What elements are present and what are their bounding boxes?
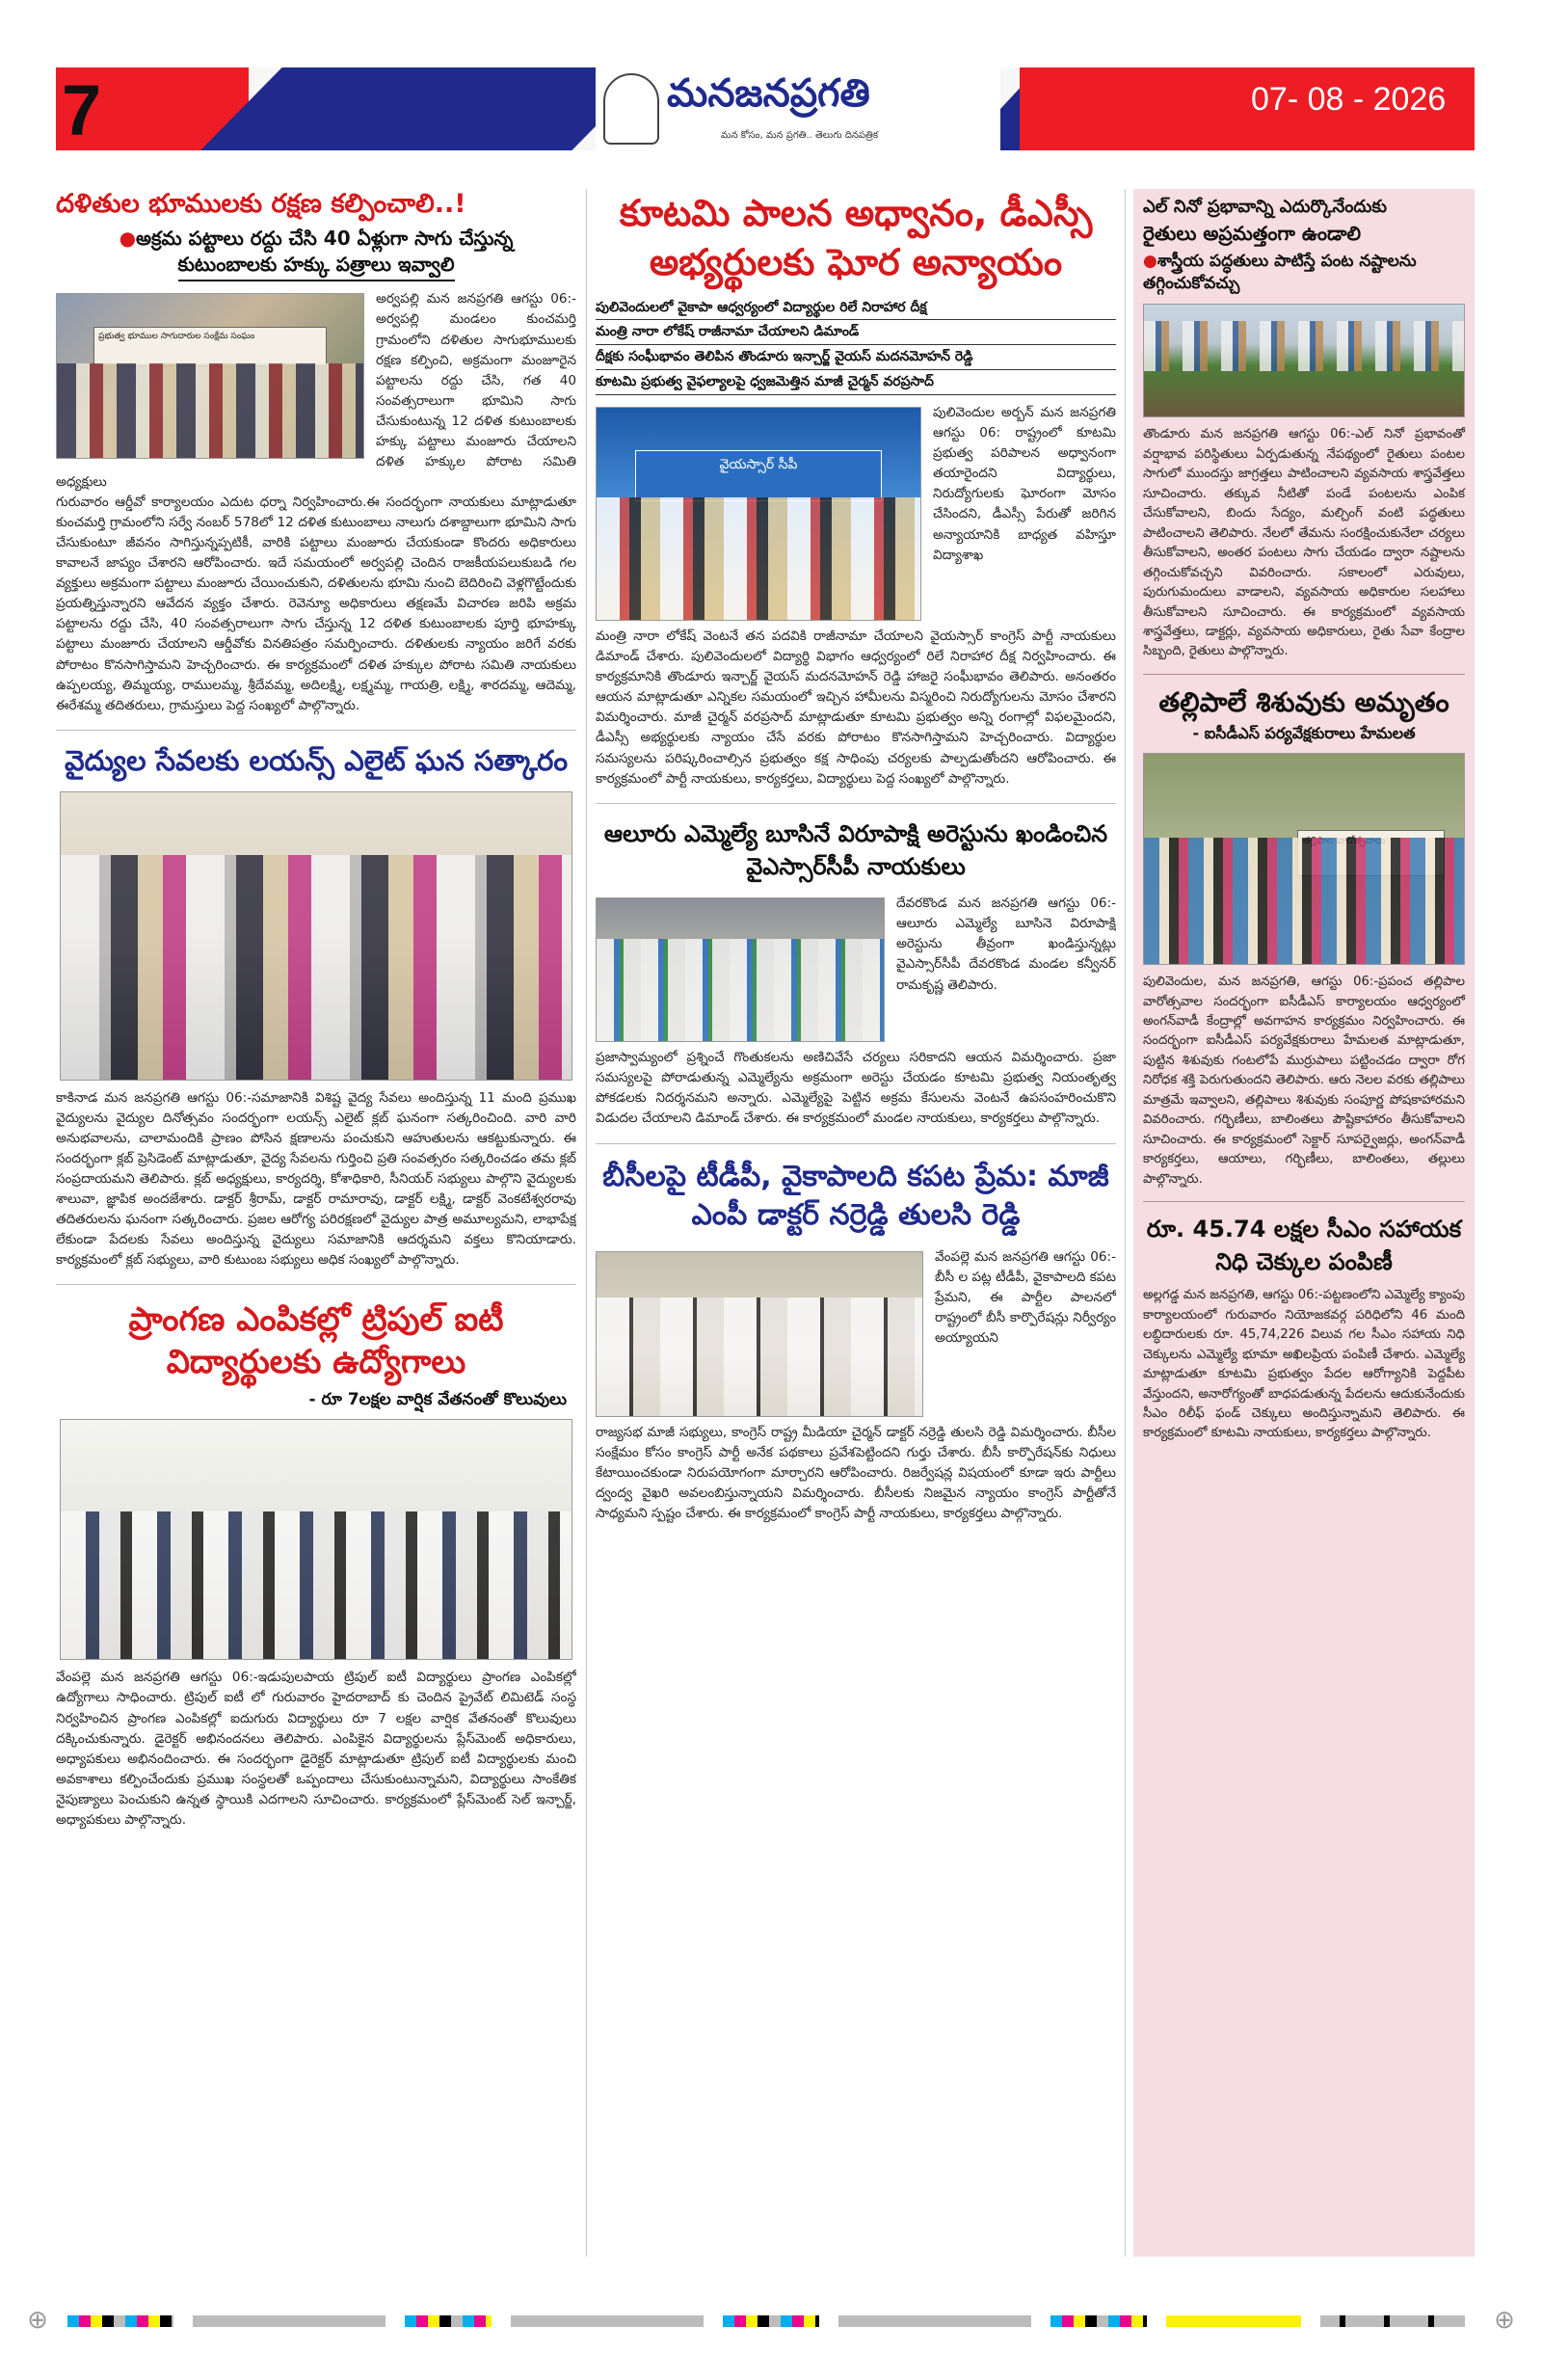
color-swatch-strip [723,2315,819,2327]
article-subheadline: - రూ 7లక్షల వార్షిక వేతనంతో కొలువులు [308,1390,567,1410]
subheadline-line: కుటుంబాలకు హక్కు పత్రాలు ఇవ్వాలి [178,252,455,281]
congress-leaders-photo [596,1251,923,1417]
article-subheadline [56,252,576,281]
subheadline-line: అక్రమ పట్టాలు రద్దు చేసి 40 ఏళ్లుగా సాగు చేస్తున్న [136,227,514,251]
article-headline: ఎల్ నినో ప్రభావాన్ని ఎదుర్కొనేందుకు [1143,197,1387,217]
students-photo [60,1419,572,1660]
subheadline-text: శాస్త్రీయ పద్ధతులు పాటిస్తే పంట నష్టాలను తగ్గించుకోవచ్చు [1143,251,1417,293]
article-cm-relief-fund [1143,1214,1465,1444]
color-swatch-strip [67,2315,173,2327]
left-column [56,189,576,2257]
article-headline: రైతులు అప్రమత్తంగా ఉండాలి [1143,221,1362,245]
article-body: వేంపల్లె మన జనప్రగతి ఆగస్టు 06:-బీసీ ల పట్ల టీడీపీ, వైకాపాలది కపట ప్రేమని, ఈ పార్టీల పాలనలో రాష్ట్రంలో బీసీ కార్పొరేషన్లు నిర్వీర్యం అయ్యాయని [935,1248,1116,1346]
bullet-line: మంత్రి నారా లోకేష్ రాజీనామా చేయాలని డిమాండ్ [596,320,1116,345]
column-divider [586,189,587,2257]
article-body: అర్వపల్లి మన జనప్రగతి ఆగస్టు 06:-అర్వపల్లి మండలం కుంచమర్తి గ్రామంలోని దళితుల సాగుభూములకు రక్షణ కల్పించి, అక్రమంగా మంజూరైన పట్టాలను రద్దు చేసి, గత 40 సంవత్సరాలుగా భూమిని సాగు చేసుకుంటున్న 12 దళిత కుటుంబాలకు హక్కు పట్టాలు మంజూరు చేయాలని దళిత హక్కుల పోరాట సమితి అధ్యక్షులు [56,291,576,490]
group-graphic [61,855,572,1079]
printer-color-bar [39,2312,1503,2331]
article-bullets [596,296,1116,396]
article-headline: ప్రాంగణ ఎంపికల్లో ట్రిపుల్ ఐటీ విద్యార్థులకు ఉద్యోగాలు [128,1300,504,1382]
article-headline: కూటమి పాలన అధ్వానం, డీఎస్సీ అభ్యర్థులకు ఘోర అన్యాయం [619,192,1093,284]
column-divider [1125,189,1126,2257]
article-iiit-placements [56,1298,576,1831]
bullet-icon: ● [1143,251,1157,271]
article-mla-arrest [596,817,1116,1130]
masthead-blue-band [200,67,653,150]
divider [596,1143,1116,1144]
bullet-line: కూటమి ప్రభుత్వ వైఫల్యాలపై ధ్వజమెత్తిన మాజీ చైర్మన్ వరప్రసాద్ [596,370,1116,395]
gray-strip [511,2315,704,2327]
group-graphic [597,1297,922,1415]
divider [56,730,576,731]
farmers-graphic [1144,321,1464,371]
registration-mark-icon: ⊕ [1494,2306,1515,2335]
newspaper-tagline: మన కోసం, మన ప్రగతి.. తెలుగు దినపత్రిక [721,130,879,141]
article-headline: తల్లిపాలే శిశువుకు అమృతం [1158,685,1449,718]
bullet-line: పులివెందులలో వైకాపా ఆధ్వర్యంలో విద్యార్థుల రిలే నిరాహార దీక్ష [596,296,1116,321]
article-subheadline [1143,251,1465,295]
issue-date: 07- 08 - 2026 [1251,81,1447,118]
crowd-graphic [57,363,363,459]
divider [596,803,1116,804]
article-body: వేంపల్లె మన జనప్రగతి ఆగస్టు 06:-ఇడుపులపాయ ట్రిపుల్ ఐటీ విద్యార్థులు ప్రాంగణ ఎంపికల్లో ఉద్యోగాలు సాధించారు. ట్రిపుల్ ఐటీ లో గురువారం హైదరాబాద్ కు చెందిన ప్రైవేట్ లిమిటెడ్ సంస్థ నిర్వహించిన ప్రాంగణ ఎంపికల్లో ఐదుగురు విద్యార్థులు రూ 7 లక్షల వార్షిక వేతనంతో కొలువులు దక్కించుకున్నారు. డైరెక్టర్ అభినందనలు తెలిపారు. ఎంపికైన విద్యార్థులను ప్లేస్‌మెంట్ అధికారులు, అధ్యాపకులు అభినందించారు. ఈ సందర్భంగా డైరెక్టర్ మాట్లాడుతూ ట్రిపుల్ ఐటీ విద్యార్థులకు మంచి అవకాశాలు కల్పించేందుకు ప్రముఖ సంస్థలతో ఒప్పందాలు చేసుకుంటున్నామని, విద్యార్థులు సాంకేతిక నైపుణ్యాలు పెంచుకుని ఉన్నత స్థాయికి ఎదగాలని సూచించారు. కార్యక్రమంలో ప్లేస్‌మెంట్ సెల్ ఇన్చార్జ్, అధ్యాపకులు పాల్గొన్నారు. [56,1670,576,1828]
article-breastfeeding [1143,686,1465,1190]
color-swatch-strip [1050,2315,1147,2327]
gray-strip [838,2315,1031,2327]
article-subheadline [56,226,576,252]
article-dsc-injustice [596,189,1116,789]
page-number: 7 [62,70,102,150]
article-subheadline: - ఐసీడీఎస్ పర్యవేక్షకురాలు హేమలత [1192,723,1416,742]
article-body: గురువారం ఆర్డీవో కార్యాలయం ఎదుట ధర్నా నిర్వహించారు.ఈ సందర్భంగా నాయకులు మాట్లాడుతూ కుంచమర్తి గ్రామంలోని సర్వే నంబర్ 578లో 12 దళిత కుటుంబాలు నాలుగు దశాబ్దాలుగా భూమిని సాగు చేసుకుంటూ జీవనం సాగిస్తున్నప్పటికీ, వారికి పట్టాలు మంజూరు చేయకుండా కొందరు అధికారులు కావాలనే జాప్యం చేశారని ఆరోపించారు. ఇదే సమయంలో అర్వపల్లి చెందిన రాజకీయపలుకుబడి గల వ్యక్తులు అక్రమంగా పట్టాలు మంజూరు చేయించుకుని, దళితులను భూమి నుంచి బెదిరించి వెళ్లగొట్టేందుకు ప్రయత్నిస్తున్నారని ఆవేదన వ్యక్తం చేశారు. రెవెన్యూ అధికారులు తక్షణమే విచారణ జరిపి అక్రమ పట్టాలను రద్దు చేసి, 40 సంవత్సరాలుగా సాగు చేస్తున్న 12 దళిత కుటుంబాలకు పూర్తి భూహక్కు పట్టాలు మంజూరు చేయాలని ఆర్డీవోకు వినతిపత్రం సమర్పించారు. దళితులకు న్యాయం జరిగే వరకు పోరాటం కొనసాగిస్తామని హెచ్చరించారు. ఈ కార్యక్రమంలో దళిత హక్కుల పోరాట సమితి నాయకులు ఉప్పలయ్య, తిమ్మయ్య, రాములమ్మ, శ్రీదేవమ్మ, అదిలక్ష్మి, లక్ష్మమ్మ, గాయత్రి, లక్ష్మి, శారదమ్మ, ఆదెమ్మ, ఈరేశమ్మ తదితరులు, గ్రామస్తులు పెద్ద సంఖ్యలో పాల్గొన్నారు. [56,495,576,713]
article-dalit-lands [56,189,576,716]
party-banner [635,450,881,501]
crowd-graphic [597,497,920,621]
article-body: అల్లగడ్డ మన జనప్రగతి, ఆగస్టు 06:-పట్టణంలోని ఎమ్మెల్యే క్యాంపు కార్యాలయంలో గురువారం నియోజకవర్గ పరిధిలోని 46 మంది లబ్ధిదారులకు రూ. 45,74,226 విలువ గల సీఎం సహాయ నిధి చెక్కులను ఎమ్మెల్యే భూమా అఖిలప్రియ పంపిణీ చేశారు. ఎమ్మెల్యే మాట్లాడుతూ కూటమి ప్రభుత్వం పేదల ఆరోగ్యానికి పెద్దపీట వేస్తుందని, అనారోగ్యంతో బాధపడుతున్న పేదలను ఆదుకునేందుకు సీఎం రిలీఫ్ ఫండ్ చెక్కులు అందిస్తున్నామని తెలిపారు. ఈ కార్యక్రమంలో కూటమి నాయకులు, కార్యకర్తలు పాల్గొన్నారు. [1143,1288,1465,1441]
article-body: కాకినాడ మన జనప్రగతి ఆగస్టు 06:-సమాజానికి విశిష్ట వైద్య సేవలు అందిస్తున్న 11 మంది ప్రముఖ వైద్యులను వైద్యుల దినోత్సవం సందర్భంగా లయన్స్ ఎలైట్ క్లబ్ ఘనంగా సత్కరించింది. వారి వారి అనుభవాలను, చాలామందికి ప్రాణం పోసిన క్షణాలను పంచుకుని ఆహుతులను ఆకట్టుకున్నారు. ఈ సందర్భంగా క్లబ్ ప్రెసిడెంట్ మాట్లాడుతూ, వైద్య సేవలను గుర్తించి ప్రతి సంవత్సరం సత్కరించడం తమ క్లబ్ సంప్రదాయమని తెలిపారు. క్లబ్ అధ్యక్షులు, కార్యదర్శి, కోశాధికారి, సీనియర్ సభ్యులు పాల్గొని వైద్యులకు శాలువా, జ్ఞాపిక అందజేశారు. డాక్టర్ శ్రీరామ్, డాక్టర్ రామారావు, డాక్టర్ లక్ష్మి, డాక్టర్ వెంకటేశ్వరరావు తదితరులను ఘనంగా సత్కరించారు. ప్రజల ఆరోగ్య పరిరక్షణలో వైద్యుల పాత్ర అమూల్యమని, లాభాపేక్ష లేకుండా పేదలకు సేవలు అందిస్తున్న వైద్యులు సమాజానికి ఆదర్శమని వక్తలు కొనియాడారు. కార్యక్రమంలో క్లబ్ సభ్యులు, వారి కుటుంబ సభ్యులు అధిక సంఖ్యలో పాల్గొన్నారు. [56,1089,576,1268]
article-body: పులివెందుల అర్బన్ మన జనప్రగతి ఆగస్టు 06: రాష్ట్రంలో కూటమి ప్రభుత్వ పరిపాలన అధ్వానంగా తయారైందని విద్యార్థులు, నిరుద్యోగులకు ఘోరంగా మోసం చేసిందని, డీఎస్సీ పేరుతో జరిగిన అన్యాయానికి బాధ్యత వహిస్తూ విద్యాశాఖ [933,405,1116,563]
article-body: మంత్రి నారా లోకేష్ వెంటనే తన పదవికి రాజీనామా చేయాలని వైయస్సార్ కాంగ్రెస్ పార్టీ నాయకులు డిమాండ్ చేశారు. పులివెందులలో విద్యార్థి విభాగం ఆధ్వర్యంలో రిలే నిరాహార దీక్ష నిర్వహించారు. ఈ కార్యక్రమానికి తొండూరు ఇన్చార్జ్ వైయస్ మదనమోహన్ రెడ్డి హాజరై సంఘీభావం తెలిపారు. అనంతరం ఆయన మాట్లాడుతూ ఎన్నికల సమయంలో ఇచ్చిన హామీలను విస్మరించి నిరుద్యోగులను మోసం చేశారని విమర్శించారు. మాజీ చైర్మన్ వరప్రసాద్ మాట్లాడుతూ కూటమి ప్రభుత్వం అన్ని రంగాల్లో విఫలమైందని, డీఎస్సీ అభ్యర్థులకు న్యాయం చేసే వరకు పోరాటం కొనసాగిస్తామని హెచ్చరించారు. విద్యార్థుల సమస్యలను పరిష్కరించాల్సిన ప్రభుత్వం కక్ష సాధింపు చర్యలకు పాల్పడుతోందని ఆరోపించారు. ఈ కార్యక్రమంలో పార్టీ నాయకులు, కార్యకర్తలు, విద్యార్థులు పెద్ద సంఖ్యలో పాల్గొన్నారు. [596,628,1116,787]
article-body: తొండూరు మన జనప్రగతి ఆగస్టు 06:-ఎల్ నినో ప్రభావంతో వర్షాభావ పరిస్థితులు ఏర్పడుతున్న నేపథ్యంలో రైతులు పంటల సాగులో ముందస్తు జాగ్రత్తలు పాటించాలని వ్యవసాయ శాస్త్రవేత్తలు సూచించారు. తక్కువ నీటితో పండే పంటలను ఎంపిక చేసుకోవాలని, బిందు సేద్యం, మల్చింగ్ వంటి పద్ధతులు పాటించాలని తెలిపారు. నేలలో తేమను సంరక్షించుకునేలా చర్యలు తీసుకోవాలని, అంతర పంటలు సాగు చేయడం ద్వారా నష్టాలను తగ్గించుకోవచ్చని వివరించారు. సకాలంలో ఎరువులు, పురుగుమందులు వాడాలని, వ్యవసాయ అధికారుల సలహాలు తీసుకోవాలని సూచించారు. ఈ కార్యక్రమంలో వ్యవసాయ శాస్త్రవేత్తలు, డాక్టర్లు, వ్యవసాయ అధికారులు, రైతు సేవా కేంద్రాల సిబ్బంది, రైతులు పాల్గొన్నారు. [1143,427,1465,659]
protest-banner [93,327,327,366]
crowd-graphic [597,939,884,1042]
middle-column [596,189,1116,2257]
party-leaders-photo [596,897,885,1042]
protest-photo [56,293,364,459]
bullet-icon: ● [119,227,137,251]
article-bc-congress [596,1158,1116,1524]
newspaper-logo [596,67,1000,150]
bullet-line: దీక్షకు సంఘీభావం తెలిపిన తొండూరు ఇన్చార్జ్ వైయస్ మదనమోహన్ రెడ్డి [596,345,1116,370]
divider [56,1284,576,1285]
article-headline: బీసీలపై టీడీపీ, వైకాపాలది కపట ప్రేమ: మాజీ ఎంపీ డాక్టర్ నర్రెడ్డి తులసి రెడ్డి [602,1159,1109,1232]
article-headline: రూ. 45.74 లక్షల సీఎం సహాయక నిధి చెక్కుల పంపిణీ [1146,1216,1462,1275]
article-lions-felicitation [56,744,576,1270]
portrait-sketch-icon [603,73,659,145]
hunger-strike-photo [596,407,921,621]
article-headline: ఆలూరు ఎమ్మెల్యే బూసినే విరూపాక్షి అరెస్టును ఖండించిన వైఎస్సార్‌సీపీ నాయకులు [603,819,1108,881]
article-body: పులివెందుల, మన జనప్రగతి, ఆగస్టు 06:-ప్రపంచ తల్లిపాల వారోత్సవాల సందర్భంగా ఐసీడీఎస్ కార్యాలయం ఆధ్వర్యంలో అంగన్‌వాడీ కేంద్రాల్లో అవగాహన కార్యక్రమం నిర్వహించారు. ఈ సందర్భంగా ఐసీడీఎస్ పర్యవేక్షకురాలు హేమలత మాట్లాడుతూ, పుట్టిన శిశువుకు గంటలోపే ముర్రుపాలు పట్టించడం ద్వారా రోగ నిరోధక శక్తి పెరుగుతుందని తెలిపారు. ఆరు నెలల వరకు తల్లిపాలు మాత్రమే ఇవ్వాలని, తల్లిపాలు శిశువుకు సంపూర్ణ పోషకాహారమని వివరించారు. గర్భిణీలు, బాలింతలు పౌష్టికాహారం తీసుకోవాలని సూచించారు. ఈ కార్యక్రమంలో సెక్టార్ సూపర్వైజర్లు, అంగన్‌వాడీ కార్యకర్తలు, ఆయాలు, గర్భిణీలు, బాలింతలు, తల్లులు పాల్గొన్నారు. [1143,975,1466,1187]
right-column [1133,189,1475,2257]
registration-mark-icon: ⊕ [27,2306,48,2335]
banner-text: ప్రభుత్వ భూముల సాగుదారుల సంక్షేమ సంఘం [98,332,255,342]
article-el-nino [1143,197,1465,662]
divider [1143,1201,1465,1202]
article-headline: దళితుల భూములకు రక్షణ కల్పించాలి..! [56,189,466,219]
felicitation-photo [60,791,572,1081]
gray-strip [193,2315,386,2327]
divider [1143,674,1465,675]
yellow-strip [1166,2315,1301,2327]
banner-text: వైయస్సార్ సీపీ [719,457,798,473]
icds-event-photo [1143,753,1465,965]
farm-field-photo [1143,304,1465,417]
gray-strip [1320,2315,1465,2327]
article-body: రాజ్యసభ మాజీ సభ్యులు, కాంగ్రెస్ రాష్ట్ర మీడియా చైర్మన్ డాక్టర్ నర్రెడ్డి తులసి రెడ్డి విమర్శించారు. బీసీల సంక్షేమం కోసం కాంగ్రెస్ పార్టీ అనేక పథకాలు ప్రవేశపెట్టిందని గుర్తు చేశారు. బీసీ కార్పొరేషన్‌కు నిధులు కేటాయించకుండా నిరుపయోగంగా మార్చారని ఆరోపించారు. రిజర్వేషన్ల విషయంలో కూడా ఇరు పార్టీలు ద్వంద్వ వైఖరి అవలంబిస్తున్నాయని విమర్శించారు. బీసీలకు నిజమైన న్యాయం కాంగ్రెస్ పార్టీతోనే సాధ్యమని స్పష్టం చేశారు. ఈ కార్యక్రమంలో కాంగ్రెస్ పార్టీ నాయకులు, కార్యకర్తలు పాల్గొన్నారు. [596,1424,1116,1521]
article-body: దేవరకొండ మన జనప్రగతి ఆగస్టు 06:-ఆలూరు ఎమ్మెల్యే బూసినె విరూపాక్షి అరెస్టును తీవ్రంగా ఖండిస్తున్నట్లు వైఎస్సార్‌సీపీ దేవరకొండ మండల కన్వీనర్ రామకృష్ణ తెలిపారు. [896,896,1116,993]
newspaper-name: మనజనప్రగతి [667,71,870,116]
students-graphic [61,1511,572,1660]
article-headline: వైద్యుల సేవలకు లయన్స్ ఎలైట్ ఘన సత్కారం [64,743,569,777]
masthead [56,67,1475,150]
women-group-graphic [1144,838,1464,964]
color-swatch-strip [405,2315,492,2327]
article-body: ప్రజాస్వామ్యంలో ప్రశ్నించే గొంతుకలను అణిచివేసే చర్యలు సరికాదని ఆయన విమర్శించారు. ప్రజా సమస్యలపై పోరాడుతున్న ఎమ్మెల్యేను అక్రమంగా అరెస్టు చేయడం కూటమి ప్రభుత్వ నియంతృత్వ పోకడలకు నిదర్శనమని అన్నారు. ఎమ్మెల్యేపై పెట్టిన అక్రమ కేసులను వెంటనే ఉపసంహరించుకొని విడుదల చేయాలని డిమాండ్ చేశారు. ఈ కార్యక్రమంలో మండల నాయకులు, కార్యకర్తలు పాల్గొన్నారు. [596,1050,1116,1127]
